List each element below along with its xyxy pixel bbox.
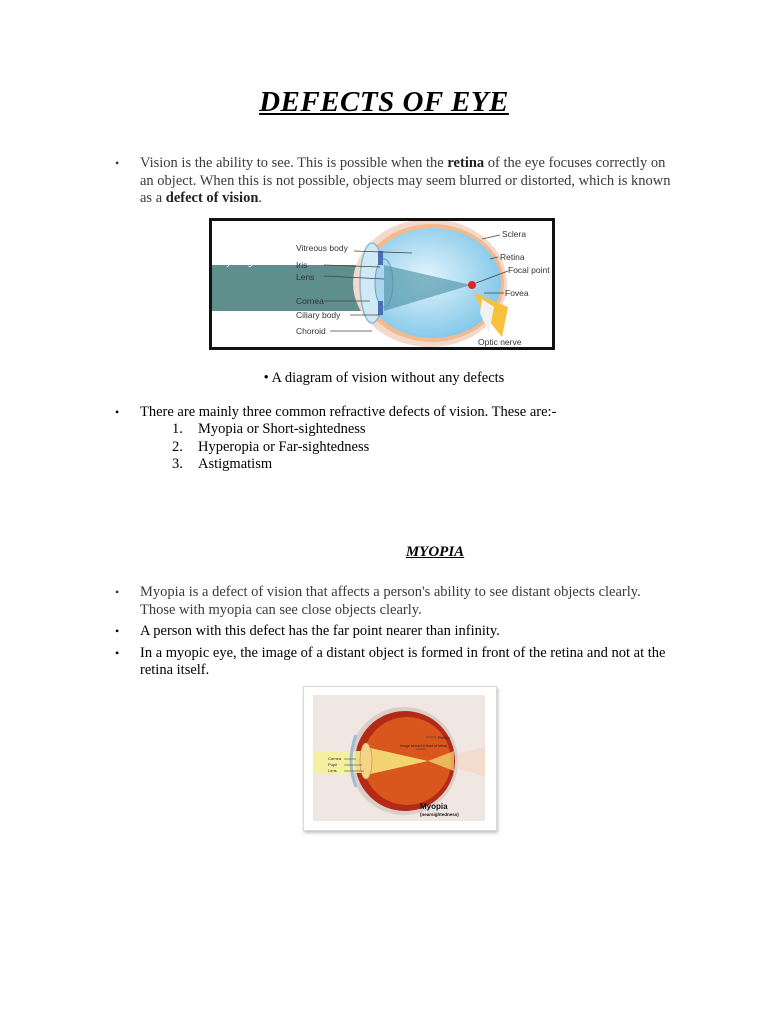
iris-top	[378, 251, 383, 265]
intro-text-2: of the eye focuses correctly on an object. When this is not possible, objects may seem blurred or distorted, which is known as a	[140, 155, 671, 206]
label-ray-of-light: Ray of light	[215, 257, 261, 267]
intro-paragraph	[113, 155, 673, 208]
label-image-formed: Image formed in front of retina	[400, 744, 447, 748]
figure-title: Myopia	[420, 802, 448, 811]
label-lens: Lens	[296, 272, 315, 282]
myopia-diagram-svg	[304, 687, 496, 830]
list-item	[113, 404, 673, 422]
defects-list-item	[172, 439, 369, 457]
label-cornea: Cornea	[296, 296, 324, 306]
label-focal-point: Focal point	[508, 265, 550, 275]
label-lens: Lens	[328, 768, 337, 773]
myopia-heading: MYOPIA	[405, 544, 465, 560]
item-number: 1.	[172, 421, 183, 437]
item-number: 3.	[172, 456, 183, 472]
bullet-glyph: •	[115, 156, 120, 170]
bullet-glyph: •	[115, 645, 120, 660]
label-fovea: Fovea	[505, 288, 529, 298]
item-text: Myopia or Short-sightedness	[198, 421, 366, 437]
defects-list	[172, 421, 369, 474]
diagram-caption: • A diagram of vision without any defects	[263, 370, 505, 386]
myopia-bullet-1: Myopia is a defect of vision that affects a person's ability to see distant objects clearly. Those with myopia can see close objects clearly.	[140, 584, 641, 618]
myopia-diagram	[303, 686, 497, 831]
intro-text-3: .	[258, 190, 263, 206]
list-item	[113, 645, 673, 680]
focal-point-marker	[468, 281, 476, 289]
label-retina: Retina	[438, 735, 450, 740]
figure-subtitle: (nearsightedness)	[420, 812, 459, 817]
eye-diagram-svg	[212, 221, 552, 347]
iris-bottom	[378, 301, 383, 315]
label-cornea: Cornea	[328, 756, 342, 761]
item-text: Hyperopia or Far-sightedness	[198, 438, 370, 455]
lens-shape	[360, 743, 372, 779]
list-item	[113, 584, 673, 619]
label-pupil: Pupil	[328, 762, 337, 767]
intro-text-1: Vision is the ability to see. This is possible when the	[140, 155, 448, 171]
label-retina: Retina	[500, 252, 525, 262]
page-title: DEFECTS OF EYE	[259, 86, 509, 118]
label-optic-nerve: Optic nerve	[478, 337, 522, 347]
defects-list-item	[172, 456, 369, 474]
bullet-glyph: •	[115, 585, 120, 599]
list-item	[113, 155, 673, 208]
label-ciliary-body: Ciliary body	[296, 310, 341, 320]
myopia-bullets	[113, 584, 673, 680]
defect-term: defect of vision	[165, 190, 259, 206]
label-iris: Iris	[296, 260, 308, 270]
defects-intro	[113, 404, 673, 422]
myopia-bullet-3: In a myopic eye, the image of a distant object is formed in front of the retina and not at the retina itself.	[140, 644, 666, 678]
bullet-glyph: •	[115, 624, 120, 638]
defects-list-item	[172, 421, 369, 439]
list-item	[113, 623, 673, 641]
item-number: 2.	[172, 438, 183, 455]
label-sclera: Sclera	[502, 229, 527, 239]
normal-eye-diagram	[209, 218, 555, 350]
myopia-bullet-2: A person with this defect has the far point nearer than infinity.	[140, 623, 500, 639]
retina-term: retina	[447, 155, 485, 171]
item-text: Astigmatism	[198, 456, 273, 472]
bullet-glyph: •	[115, 405, 120, 419]
label-choroid: Choroid	[296, 326, 326, 336]
defects-intro-text: There are mainly three common refractive defects of vision. These are:-	[140, 404, 557, 420]
label-vitreous-body: Vitreous body	[296, 243, 348, 253]
